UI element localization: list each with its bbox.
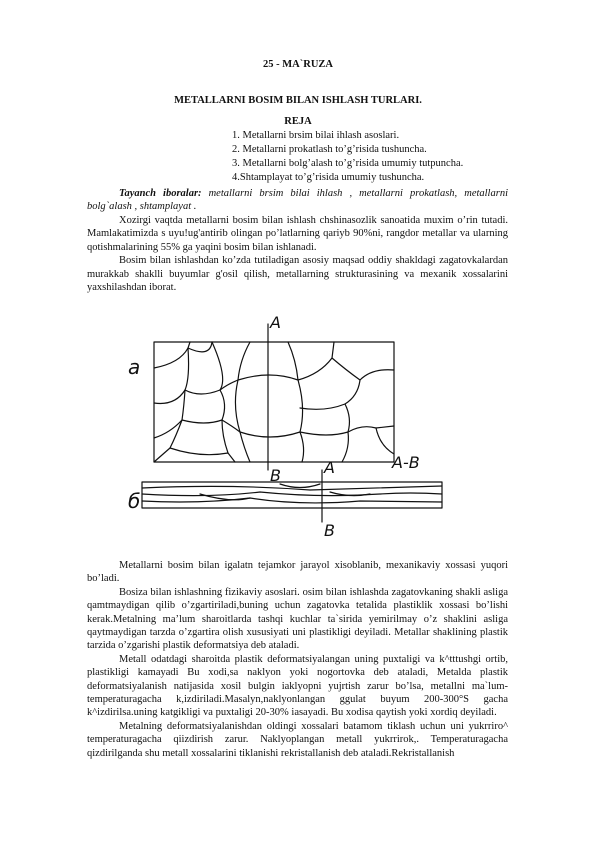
lecture-number: 25 - MA`RUZA [263, 59, 333, 70]
paragraph: Xozirgi vaqtda metallarni bosim bilan ishlash chshinasozlik sanoatida muxim o’rin tutadi. Mamlakatimizda s uyu!ug'antirib olingan po’latlarning qariyb 90%ni, rangdor metallar va ularning qotishmalarining 55% ga yaqini bosim bilan ishlanadi. [87, 215, 508, 253]
plan-item: 3. Metallarni bolg’alash to’g’risida umumiy tutpuncha. [232, 158, 464, 169]
paragraph: Bosiza bilan ishlashning fizikaviy asoslari. osim bilan ishlashda zagatovkaning shakli asliga qamtmaydigan qilib o’zgartiriladi,buning uchun zagatovka tetalida plastiklik xossasi bo’lishi kerak.Metalning ma’lum sharoitlarda tashqi kuchlar ta`sirida yemirilmay o’z shaklini asliga qaytmaydigan tarzda o’zgartira olish xususiyati uni plastikligi deyiladi. Metallar shaklining plastik tarzida o’zgarishi plastik deformatsiya deb ataladi. [87, 586, 508, 652]
keywords-text: metallarni brsim bilai ihlash , metallarni prokatlash, metallarni bolg`alash , shtamplayat . [87, 188, 508, 213]
figure-label-A-top: A [270, 313, 281, 332]
figure-label-B-mid: B [270, 466, 281, 485]
paragraph: Metall odatdagi sharoitda plastik deformatsiyalangan uning puxtaligi va k^tttushgi ortib, plastikligi kamayadi Bu xodi,sa naklyon yoki nogortovka deb ataladi, Metalda plastik deformatsiyalanish natijasida xosil bulgin iaklyopni yujrtish zarur bo’lsa, metallni ma`lum- temperaturagacha k,izdiriladi.Masalyn,naklyonlangan ggulat buyum 200-300°S gacha k^izdirilsa.uning katgikligi va puxtaligi 20-30% iasayadi. Bu xodisa qaytish yoki xordiq deyiladi. [87, 653, 508, 719]
keywords-paragraph [87, 187, 508, 214]
paragraph: Bosim bilan ishlashdan ko’zda tutiladigan asosiy maqsad oddiy shakldagi zagatovkalardan murakkab shaklli buyumlar g'osil qilish, metallarning strukturasining va mexanik xossalarini yaxshilashdan iborat. [87, 255, 508, 294]
billet-square-outline [154, 342, 394, 462]
keywords-label: Tayanch iboralar: [119, 188, 202, 199]
plan-item: 4.Shtamplayat to’g’risida umumiy tushuncha. [232, 172, 425, 183]
plan-heading: REJA [284, 116, 312, 127]
lecture-title: METALLARNI BOSIM BILAN ISHLASH TURLARI. [174, 95, 422, 106]
plan-item: 1. Metallarni brsim bilai ihlash asoslari. [232, 130, 400, 141]
intro-text [87, 214, 508, 294]
figure-label-AB: A-B [392, 453, 420, 472]
paragraph: Metallarni bosim bilan igalatn tejamkor jarayol xisoblanib, mexanikaviy xossasi yuqori bo’ladi. [87, 560, 508, 585]
plan-list [232, 129, 463, 185]
paragraph: Metalning deformatsiyalanishdan oldingi xossalari batamom tiklash uchun uni yukrriro^ temperaturagacha qiizdirish zarur. Naklyoplangan metall yukrrirok,. Temperaturagacha qizdirilganda shu metall xossalarini tiklanishi rekristallanish deb ataladi.Rekristallanish [87, 720, 508, 759]
figure-label-B-bottom: B [324, 521, 335, 540]
figure-label-b: б [128, 489, 141, 513]
figure-label-A-mid: A [324, 458, 335, 477]
body-text [87, 559, 508, 760]
deformation-figure [110, 308, 480, 542]
figure-label-a: а [128, 355, 141, 379]
plan-item: 2. Metallarni prokatlash to’g’risida tushuncha. [232, 144, 427, 155]
